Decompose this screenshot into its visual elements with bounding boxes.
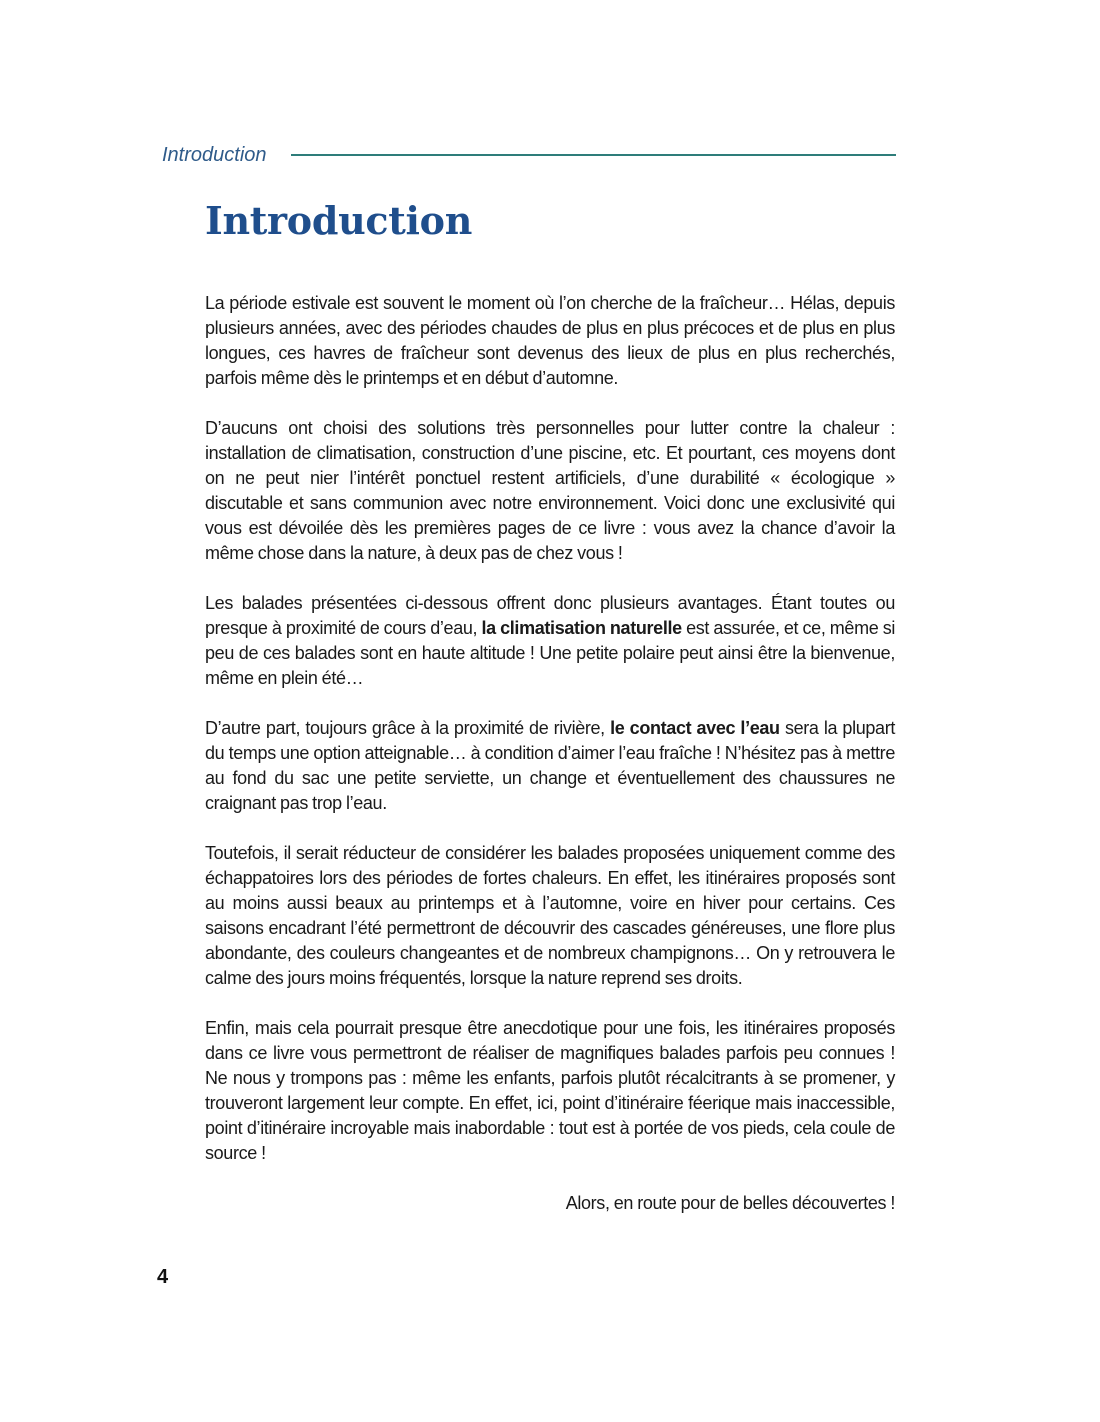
running-header [162, 140, 896, 170]
header-rule [291, 154, 896, 156]
paragraph-3-text-end: est assurée, et ce, même si peu de ces balades sont en haute altitude ! Une petite polaire peut ainsi être la bienvenue, même en plein été… [205, 618, 895, 688]
running-header-title: Introduction [162, 143, 267, 166]
body-text [205, 291, 895, 1241]
paragraph-4-text-start: D’autre part, toujours grâce à la proximité de rivière, [205, 718, 611, 738]
paragraph-4 [205, 716, 895, 816]
paragraph-3 [205, 591, 895, 691]
chapter-title: Introduction [205, 198, 473, 243]
paragraph-6: Enfin, mais cela pourrait presque être anecdotique pour une fois, les itinéraires proposés dans ce livre vous permettront de réaliser de magnifiques balades parfois peu connues ! Ne nous y trompons pas : même les enfants, parfois plutôt récalcitrants à se promener, y trouveront largement leur compte. En effet, ici, point d’itinéraire féerique mais inaccessible, point d’itinéraire incroyable mais inabordable : tout est à portée de vos pieds, cela coule de source ! [205, 1018, 895, 1163]
paragraph-4-emphasis: le contact avec l’eau [610, 718, 780, 738]
paragraph-4-text-end: sera la plupart du temps une option atteignable… à condition d’aimer l’eau fraîche ! N’hésitez pas à mettre au fond du sac une petite serviette, un change et éventuellement des chaussures ne craignant pas trop l’eau. [205, 718, 895, 813]
paragraph-2: D’aucuns ont choisi des solutions très personnelles pour lutter contre la chaleur : installation de climatisation, construction d’une piscine, etc. Et pourtant, ces moyens dont on ne peut nier l’intérêt ponctuel restent artificiels, d’une durabilité « écologique » discutable et sans communion avec notre environnement. Voici donc une exclusivité qui vous est dévoilée dès les premières pages de ce livre : vous avez la chance d’avoir la même chose dans la nature, à deux pas de chez vous ! [205, 418, 895, 563]
page-number: 4 [157, 1266, 169, 1288]
paragraph-5: Toutefois, il serait réducteur de considérer les balades proposées uniquement comme des échappatoires lors des périodes de fortes chaleurs. En effet, les itinéraires proposés sont au moins aussi beaux au printemps et à l’automne, voire en hiver pour certains. Ces saisons encadrant l’été permettront de découvrir des cascades généreuses, une flore plus abondante, des couleurs changeantes et de nombreux champignons… On y retrouvera le calme des jours moins fréquentés, lorsque la nature reprend ses droits. [205, 843, 895, 988]
paragraph-3-emphasis: la climatisation naturelle [481, 618, 682, 638]
closing-line: Alors, en route pour de belles découvertes ! [565, 1193, 895, 1213]
paragraph-1: La période estivale est souvent le moment où l’on cherche de la fraîcheur… Hélas, depuis plusieurs années, avec des périodes chaudes de plus en plus précoces et de plus en plus longues, ces havres de fraîcheur sont devenus des lieux de plus en plus recherchés, parfois même dès le printemps et en début d’automne. [205, 293, 895, 388]
paragraph-3-text-start: Les balades présentées ci-dessous offrent donc plusieurs avantages. Étant toutes ou presque à proximité de cours d’eau, [205, 593, 895, 638]
